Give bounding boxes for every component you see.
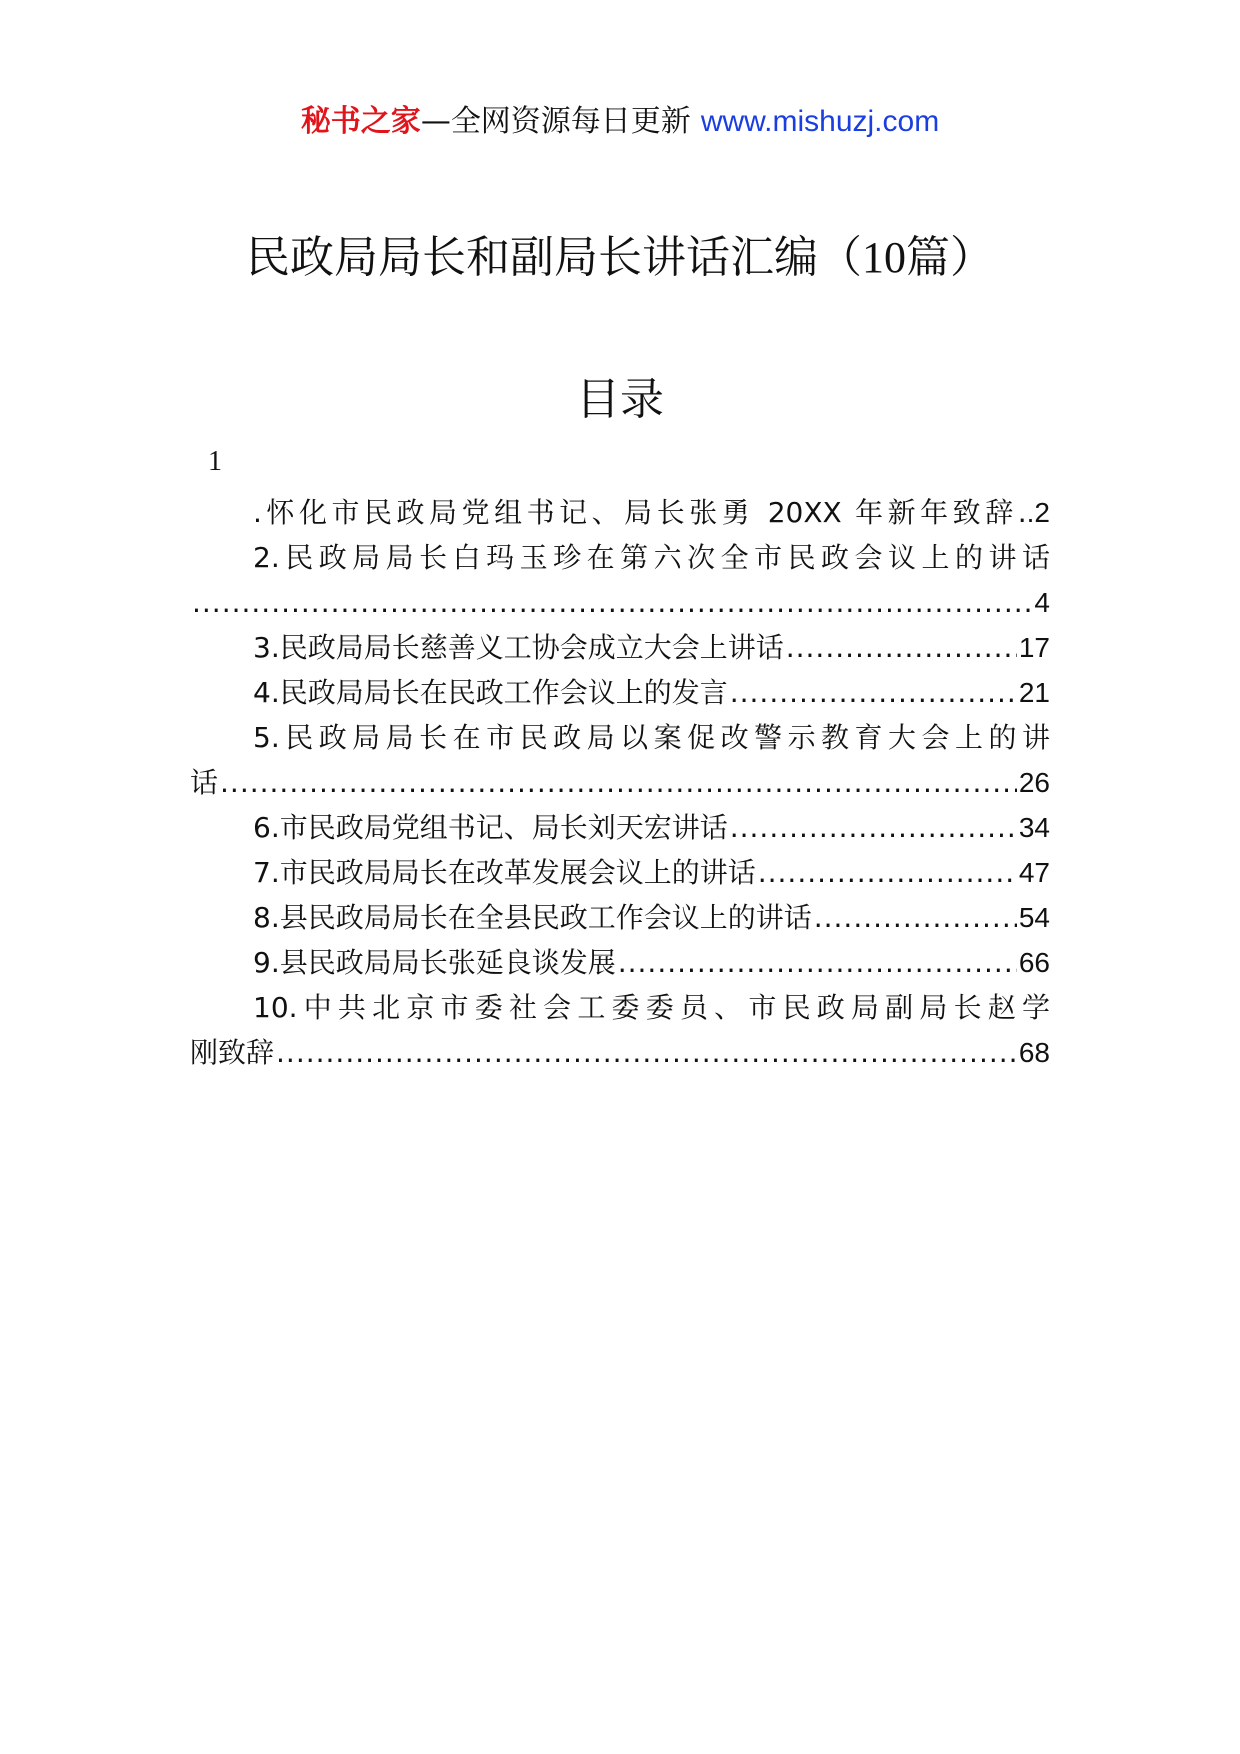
- toc-entry-10-continuation[interactable]: [190, 1030, 1050, 1075]
- banner-slogan: 全网资源每日更新: [450, 104, 691, 139]
- document-title: [0, 228, 1240, 288]
- toc-entry-1[interactable]: [190, 490, 1050, 535]
- toc-entry-page: 4: [1034, 587, 1050, 618]
- toc-entry-page: 54: [1018, 902, 1050, 933]
- table-of-contents: [190, 490, 1050, 1075]
- toc-entry-page: .2: [1026, 497, 1050, 528]
- stray-number: 1: [208, 446, 222, 477]
- toc-entry-page: 26: [1018, 767, 1050, 798]
- toc-entry-8[interactable]: [190, 895, 1050, 940]
- site-url-link[interactable]: www.mishuzj.com: [700, 105, 940, 138]
- toc-entry-text: 7.市民政局局长在改革发展会议上的讲话: [253, 856, 756, 889]
- toc-entry-9[interactable]: [190, 940, 1050, 985]
- toc-entry-5-continuation[interactable]: [190, 760, 1050, 805]
- toc-entry-3[interactable]: [190, 625, 1050, 670]
- toc-entry-text: 3.民政局局长慈善义工协会成立大会上讲话: [253, 631, 784, 664]
- toc-leader-dots: [814, 895, 1017, 940]
- toc-entry-text: 6.市民政局党组书记、局长刘天宏讲话: [253, 811, 728, 844]
- toc-entry-page: 17: [1018, 632, 1050, 663]
- title-count: 10: [862, 233, 906, 282]
- toc-entry-text: 9.县民政局局长张延良谈发展: [253, 946, 616, 979]
- toc-entry-5[interactable]: [190, 715, 1050, 760]
- site-banner: [0, 100, 1240, 144]
- toc-leader-dots: [220, 760, 1017, 805]
- title-main: 民政局局长和副局长讲话汇编（: [246, 232, 862, 283]
- toc-entry-page: 21: [1018, 677, 1050, 708]
- toc-entry-text: .怀化市民政局党组书记、局长张勇 20XX 年新年致辞.: [253, 496, 1027, 529]
- toc-entry-text: 5.民政局局长在市民政局以案促改警示教育大会上的讲: [253, 721, 1050, 754]
- toc-entry-text: 8.县民政局局长在全县民政工作会议上的讲话: [253, 901, 812, 934]
- toc-heading: 目录: [576, 374, 664, 425]
- toc-entry-4[interactable]: [190, 670, 1050, 715]
- toc-leader-dots: [730, 670, 1017, 715]
- toc-leader-dots: [276, 1030, 1017, 1075]
- toc-leader-dots: [192, 580, 1032, 625]
- toc-entry-10[interactable]: [190, 985, 1050, 1030]
- toc-entry-text: 2.民政局局长白玛玉珍在第六次全市民政会议上的讲话: [253, 541, 1050, 574]
- toc-entry-page: 47: [1018, 857, 1050, 888]
- toc-entry-6[interactable]: [190, 805, 1050, 850]
- toc-leader-dots: [730, 805, 1017, 850]
- toc-entry-text: 10.中共北京市委社会工委委员、市民政局副局长赵学: [253, 991, 1050, 1024]
- toc-entry-text: 话: [190, 766, 219, 799]
- toc-leader-dots: [618, 940, 1017, 985]
- title-suffix: 篇）: [906, 232, 994, 283]
- toc-entry-2-continuation[interactable]: [190, 580, 1050, 625]
- toc-entry-text: 4.民政局局长在民政工作会议上的发言: [253, 676, 728, 709]
- toc-entry-7[interactable]: [190, 850, 1050, 895]
- banner-dash: —: [420, 104, 451, 139]
- toc-entry-text: 刚致辞: [190, 1036, 275, 1069]
- toc-entry-page: 34: [1018, 812, 1050, 843]
- toc-entry-page: 68: [1018, 1037, 1050, 1068]
- brand-name: 秘书之家: [300, 104, 421, 139]
- toc-leader-dots: [758, 850, 1017, 895]
- toc-entry-page: 66: [1018, 947, 1050, 978]
- toc-leader-dots: [786, 625, 1017, 670]
- toc-entry-2[interactable]: [190, 535, 1050, 580]
